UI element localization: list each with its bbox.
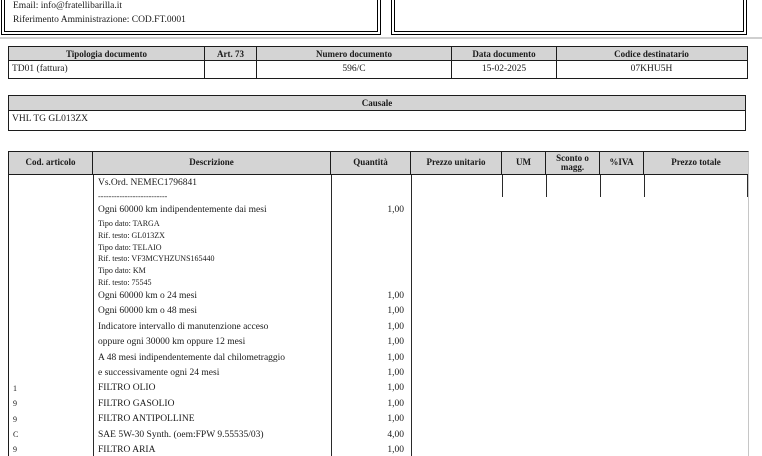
sender-email: Email: info@fratellibarilla.it <box>13 1 122 11</box>
item-row <box>9 202 748 217</box>
document-type-header-row <box>9 47 747 61</box>
col-header-sconto: Sconto o magg. <box>546 152 600 174</box>
col-header-numero: Numero documento <box>257 47 452 60</box>
causale-section <box>8 95 746 131</box>
column-stub-right-edge <box>747 175 748 197</box>
item-description: Ogni 60000 km indipendentemente dai mesi <box>98 204 267 215</box>
sender-riferimento: Riferimento Amministrazione: COD.FT.0001 <box>13 15 186 25</box>
item-row <box>9 304 748 319</box>
col-header-data: Data documento <box>452 47 557 60</box>
item-quantity: 1,00 <box>387 321 404 332</box>
item-row <box>9 241 748 253</box>
item-row <box>9 335 748 350</box>
sender-info-box <box>1 0 381 35</box>
item-quantity: 4,00 <box>387 429 404 440</box>
column-stub-um-sconto <box>546 175 547 197</box>
item-description: SAE 5W-30 Synth. (oem:FPW 9.55535/03) <box>98 429 264 440</box>
item-row <box>9 229 748 241</box>
item-description: Rif. testo: VF3MCYHZUNS165440 <box>98 254 215 264</box>
item-row <box>9 396 748 411</box>
recipient-info-box-empty <box>391 0 747 35</box>
item-description: Rif. testo: GL013ZX <box>98 230 165 240</box>
item-description: e successivamente ogni 24 mesi <box>98 368 220 378</box>
codice-destinatario-value: 07KHU5H <box>630 64 673 74</box>
item-row <box>9 411 748 426</box>
item-row <box>9 265 748 277</box>
item-description: FILTRO GASOLIO <box>98 398 175 409</box>
item-quantity: 1,00 <box>387 352 404 363</box>
item-quantity: 1,00 <box>387 204 404 215</box>
item-description: Rif. testo: 75545 <box>98 277 152 287</box>
item-row <box>9 350 748 365</box>
item-row <box>9 190 748 202</box>
item-description: Tipo dato: TELAIO <box>98 242 162 252</box>
column-stub-prezzo-um <box>502 175 503 197</box>
col-header-codice-destinatario: Codice destinatario <box>614 49 689 59</box>
col-header-prezzo-totale: Prezzo totale <box>671 157 721 168</box>
item-code: 9 <box>13 399 17 409</box>
col-header-um: UM <box>502 152 546 174</box>
col-header-descrizione: Descrizione <box>93 152 331 174</box>
col-header-art73: Art. 73 <box>205 47 257 60</box>
item-row <box>9 253 748 265</box>
item-quantity: 1,00 <box>387 291 404 302</box>
col-header-tipologia: Tipologia documento <box>9 47 205 60</box>
item-code: 1 <box>13 383 17 393</box>
item-row <box>9 175 748 190</box>
item-description: Vs.Ord. NEMEC1796841 <box>98 177 197 188</box>
column-rule-code-desc <box>93 175 94 456</box>
item-quantity: 1,00 <box>387 398 404 409</box>
causale-header: Causale <box>9 96 745 111</box>
item-quantity: 1,00 <box>387 368 404 378</box>
col-header-cod-articolo: Cod. articolo <box>9 152 93 174</box>
line-items-body <box>9 175 748 456</box>
item-description: Ogni 60000 km o 24 mesi <box>98 291 197 302</box>
col-header-iva: %IVA <box>600 152 644 174</box>
tipologia-value: TD01 (fattura) <box>9 61 205 78</box>
data-documento-value: 15-02-2025 <box>452 61 557 78</box>
item-quantity: 1,00 <box>387 444 404 455</box>
item-code: C <box>13 430 19 440</box>
item-row <box>9 365 748 380</box>
document-type-table <box>8 46 748 79</box>
column-rule-qty-price <box>411 175 412 456</box>
item-description: oppure ogni 30000 km oppure 12 mesi <box>98 337 246 348</box>
item-description: Ogni 60000 km o 48 mesi <box>98 306 197 317</box>
item-row <box>9 288 748 303</box>
art73-value <box>205 61 257 78</box>
item-description: FILTRO ARIA <box>98 444 156 455</box>
item-description: FILTRO OLIO <box>98 383 156 394</box>
item-description: A 48 mesi indipendentemente dal chilometraggio <box>98 352 286 363</box>
line-items-header-row <box>9 152 748 175</box>
item-row <box>9 427 748 442</box>
document-type-value-row <box>9 61 747 78</box>
item-quantity: 1,00 <box>387 337 404 348</box>
col-header-prezzo-unitario: Prezzo unitario <box>411 152 502 174</box>
item-quantity: 1,00 <box>387 306 404 317</box>
item-quantity: 1,00 <box>387 414 404 425</box>
item-row <box>9 381 748 396</box>
item-row <box>9 218 748 230</box>
column-rule-desc-qty <box>331 175 332 456</box>
item-description: Tipo dato: TARGA <box>98 218 160 228</box>
causale-value: VHL TG GL013ZX <box>12 114 88 124</box>
item-description: -------------------------- <box>98 191 168 201</box>
item-description: FILTRO ANTIPOLLINE <box>98 414 195 425</box>
item-code: 9 <box>13 445 17 455</box>
section-divider-line <box>0 37 762 39</box>
numero-documento-value: 596/C <box>257 61 452 78</box>
item-quantity: 1,00 <box>387 383 404 394</box>
column-stub-iva-totale <box>644 175 645 197</box>
item-code: 9 <box>13 414 17 424</box>
item-row <box>9 319 748 334</box>
column-stub-sconto-iva <box>600 175 601 197</box>
col-header-quantita: Quantità <box>331 152 411 174</box>
item-row <box>9 442 748 456</box>
item-description: Tipo dato: KM <box>98 266 146 276</box>
item-row <box>9 277 748 289</box>
line-items-table <box>8 151 749 456</box>
item-description: Indicatore intervallo di manutenzione acceso <box>98 321 269 332</box>
